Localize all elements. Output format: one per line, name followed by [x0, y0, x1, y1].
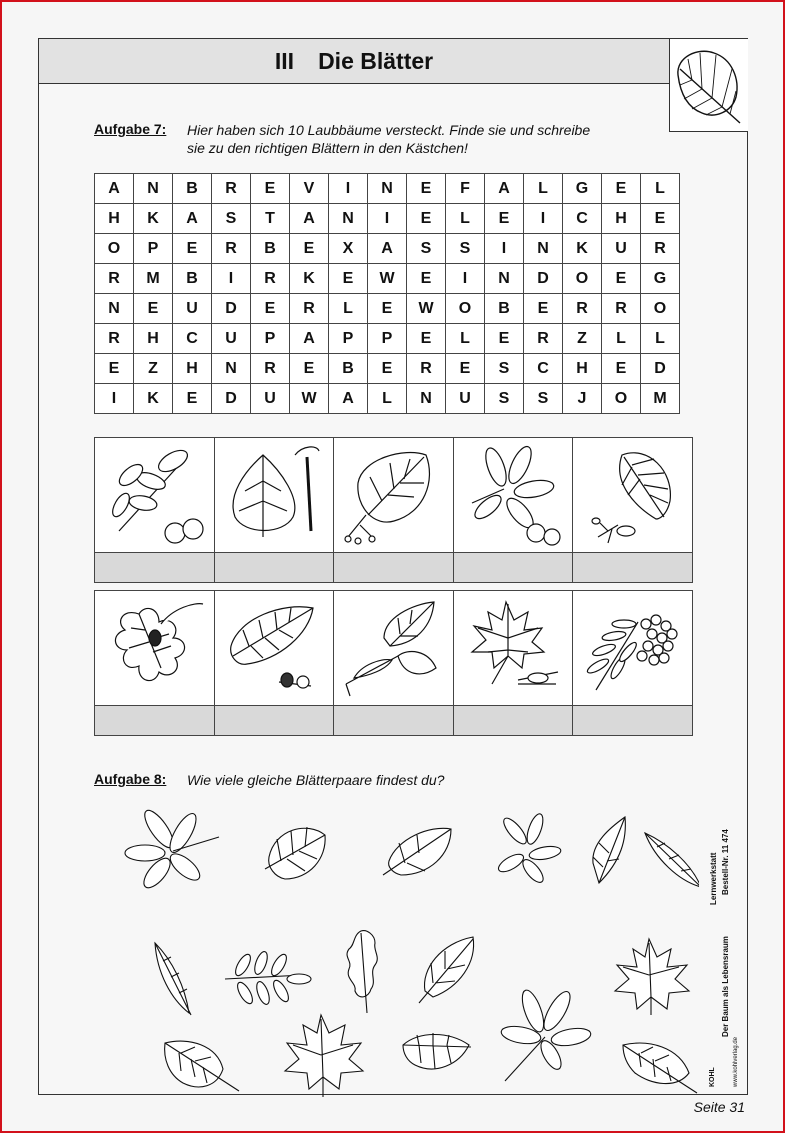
- grid-letter[interactable]: N: [407, 384, 446, 414]
- grid-letter[interactable]: U: [251, 384, 290, 414]
- birch-leaf-icon: [334, 591, 453, 705]
- grid-letter[interactable]: K: [134, 384, 173, 414]
- grid-letter[interactable]: A: [290, 324, 329, 354]
- task7-line1: Hier haben sich 10 Laubbäume versteckt. Finde sie und schreibe: [187, 122, 591, 138]
- grid-letter[interactable]: R: [212, 234, 251, 264]
- grid-letter[interactable]: L: [368, 384, 407, 414]
- birch-leaf-icon: [593, 817, 625, 883]
- grid-letter[interactable]: R: [602, 294, 641, 324]
- word-search-grid: [94, 173, 680, 414]
- grid-letter[interactable]: X: [329, 234, 368, 264]
- grid-row: [95, 204, 680, 234]
- grid-letter[interactable]: U: [212, 324, 251, 354]
- leaf-cell: [215, 438, 335, 582]
- grid-letter[interactable]: J: [563, 384, 602, 414]
- answer-box[interactable]: [454, 705, 573, 735]
- grid-letter[interactable]: B: [251, 234, 290, 264]
- leaf-cell: [95, 591, 215, 735]
- task7-line2: sie zu den richtigen Blättern in den Kästchen!: [187, 140, 468, 156]
- grid-letter[interactable]: N: [524, 234, 563, 264]
- grid-letter[interactable]: D: [212, 294, 251, 324]
- grid-row: [95, 294, 680, 324]
- linden-leaf-icon: [334, 438, 453, 552]
- grid-letter[interactable]: D: [212, 384, 251, 414]
- grid-letter[interactable]: Z: [134, 354, 173, 384]
- answer-box[interactable]: [573, 705, 692, 735]
- grid-letter[interactable]: E: [368, 294, 407, 324]
- grid-letter[interactable]: N: [134, 174, 173, 204]
- answer-box[interactable]: [454, 552, 573, 582]
- grid-letter[interactable]: C: [173, 324, 212, 354]
- grid-letter[interactable]: E: [173, 384, 212, 414]
- grid-letter[interactable]: H: [563, 354, 602, 384]
- grid-letter[interactable]: R: [95, 264, 134, 294]
- grid-letter[interactable]: T: [251, 204, 290, 234]
- chestnut-leaf-icon: [500, 988, 592, 1081]
- grid-letter[interactable]: R: [563, 294, 602, 324]
- grid-letter[interactable]: S: [485, 354, 524, 384]
- page-number: Seite 31: [693, 1099, 745, 1115]
- grid-letter[interactable]: E: [407, 204, 446, 234]
- grid-letter[interactable]: M: [641, 384, 680, 414]
- grid-letter[interactable]: W: [368, 264, 407, 294]
- grid-letter[interactable]: P: [134, 234, 173, 264]
- leaf-cell: [334, 438, 454, 582]
- grid-row: [95, 264, 680, 294]
- grid-letter[interactable]: I: [524, 204, 563, 234]
- page-title: Die Blätter: [318, 47, 434, 74]
- answer-box[interactable]: [95, 552, 214, 582]
- walnut-leaf-icon: [95, 438, 214, 552]
- publisher-url: www.kohlverlag.de: [733, 1036, 739, 1087]
- grid-row: [95, 354, 680, 384]
- grid-letter[interactable]: C: [524, 354, 563, 384]
- grid-letter[interactable]: E: [485, 204, 524, 234]
- grid-letter[interactable]: S: [446, 234, 485, 264]
- grid-letter[interactable]: R: [290, 294, 329, 324]
- grid-letter[interactable]: L: [329, 294, 368, 324]
- grid-letter[interactable]: E: [368, 354, 407, 384]
- grid-letter[interactable]: H: [95, 204, 134, 234]
- task7-label: Aufgabe 7:: [94, 121, 167, 137]
- grid-letter[interactable]: H: [134, 324, 173, 354]
- publisher-sidebar: [705, 787, 745, 1087]
- grid-letter[interactable]: I: [368, 204, 407, 234]
- grid-letter[interactable]: R: [95, 324, 134, 354]
- alder-leaf-icon: [265, 827, 325, 879]
- maple-leaf-icon: [454, 591, 573, 705]
- grid-letter[interactable]: D: [641, 354, 680, 384]
- grid-letter[interactable]: R: [251, 354, 290, 384]
- oak-leaf-icon: [95, 591, 214, 705]
- grid-letter[interactable]: I: [95, 384, 134, 414]
- linden-leaf-icon: [383, 828, 451, 875]
- grid-letter[interactable]: E: [446, 354, 485, 384]
- chestnut-leaf-icon: [125, 806, 219, 892]
- series-name: Lernwerkstatt: [709, 852, 718, 905]
- grid-letter[interactable]: U: [602, 234, 641, 264]
- leaf-pairs-area: [109, 799, 699, 1099]
- grid-letter[interactable]: P: [329, 324, 368, 354]
- grid-letter[interactable]: I: [329, 174, 368, 204]
- grid-letter[interactable]: L: [446, 324, 485, 354]
- grid-row: [95, 384, 680, 414]
- grid-letter[interactable]: E: [524, 294, 563, 324]
- grid-letter[interactable]: G: [563, 174, 602, 204]
- grid-letter[interactable]: E: [407, 324, 446, 354]
- grid-letter[interactable]: G: [641, 264, 680, 294]
- grid-letter[interactable]: E: [290, 234, 329, 264]
- grid-letter[interactable]: R: [251, 264, 290, 294]
- poplar-leaf-icon: [215, 438, 334, 552]
- grid-letter[interactable]: L: [641, 324, 680, 354]
- grid-letter[interactable]: I: [212, 264, 251, 294]
- task8-label: Aufgabe 8:: [94, 771, 167, 787]
- grid-letter[interactable]: S: [407, 234, 446, 264]
- grid-letter[interactable]: B: [173, 174, 212, 204]
- ash-leaf-icon: [225, 950, 311, 1006]
- grid-letter[interactable]: O: [563, 264, 602, 294]
- leaf-row-2: [94, 590, 693, 736]
- grid-letter[interactable]: S: [485, 384, 524, 414]
- leaf-cell: [454, 591, 574, 735]
- order-number: Bestell-Nr. 11 474: [721, 829, 730, 895]
- grid-row: [95, 174, 680, 204]
- grid-letter[interactable]: C: [563, 204, 602, 234]
- grid-letter[interactable]: B: [485, 294, 524, 324]
- answer-box[interactable]: [334, 552, 453, 582]
- grid-letter[interactable]: L: [446, 204, 485, 234]
- answer-box[interactable]: [215, 552, 334, 582]
- leaf-cell: [573, 438, 692, 582]
- grid-letter[interactable]: I: [485, 234, 524, 264]
- leaf-row-1: [94, 437, 693, 583]
- grid-letter[interactable]: L: [641, 174, 680, 204]
- grid-letter[interactable]: E: [602, 354, 641, 384]
- grid-letter[interactable]: E: [290, 354, 329, 384]
- grid-letter[interactable]: E: [173, 234, 212, 264]
- leaf-cell: [573, 591, 692, 735]
- grid-letter[interactable]: R: [212, 174, 251, 204]
- grid-letter[interactable]: K: [290, 264, 329, 294]
- oak-leaf-icon: [347, 931, 377, 1013]
- chestnut-leaf-icon: [496, 812, 562, 886]
- grid-letter[interactable]: R: [524, 324, 563, 354]
- grid-letter[interactable]: N: [95, 294, 134, 324]
- grid-letter[interactable]: D: [524, 264, 563, 294]
- willow-leaf-icon: [645, 833, 699, 889]
- answer-box[interactable]: [573, 552, 692, 582]
- grid-letter[interactable]: V: [290, 174, 329, 204]
- leaf-cell: [454, 438, 574, 582]
- willow-leaf-icon: [155, 943, 191, 1015]
- grid-letter[interactable]: B: [329, 354, 368, 384]
- grid-letter[interactable]: E: [329, 264, 368, 294]
- grid-letter[interactable]: I: [446, 264, 485, 294]
- publisher-name: KOHL: [709, 1067, 716, 1087]
- linden-leaf-icon: [419, 937, 474, 1003]
- worksheet: [38, 38, 748, 1095]
- grid-letter[interactable]: P: [251, 324, 290, 354]
- grid-letter[interactable]: E: [251, 174, 290, 204]
- grid-letter[interactable]: S: [212, 204, 251, 234]
- grid-letter[interactable]: E: [134, 294, 173, 324]
- header-leaf-icon: [669, 39, 748, 132]
- grid-letter[interactable]: E: [95, 354, 134, 384]
- grid-letter[interactable]: O: [602, 384, 641, 414]
- maple-leaf-icon: [615, 939, 689, 1015]
- grid-letter[interactable]: A: [329, 384, 368, 414]
- grid-letter[interactable]: N: [329, 204, 368, 234]
- grid-letter[interactable]: A: [290, 204, 329, 234]
- page-header: [39, 39, 669, 84]
- grid-letter[interactable]: U: [173, 294, 212, 324]
- grid-letter[interactable]: H: [173, 354, 212, 384]
- maple-leaf-icon: [285, 1015, 363, 1097]
- leaf-cell: [334, 591, 454, 735]
- alder-leaf-icon: [573, 438, 692, 552]
- grid-letter[interactable]: E: [641, 204, 680, 234]
- grid-letter[interactable]: E: [485, 324, 524, 354]
- grid-letter[interactable]: B: [173, 264, 212, 294]
- answer-box[interactable]: [215, 705, 334, 735]
- grid-letter[interactable]: R: [407, 354, 446, 384]
- answer-box[interactable]: [334, 705, 453, 735]
- beech-leaf-icon: [215, 591, 334, 705]
- leaf-cell: [215, 591, 335, 735]
- grid-letter[interactable]: A: [368, 234, 407, 264]
- task8-instruction: Wie viele gleiche Blätterpaare findest du?: [187, 772, 445, 788]
- grid-letter[interactable]: W: [407, 294, 446, 324]
- grid-letter[interactable]: K: [134, 204, 173, 234]
- grid-letter[interactable]: U: [446, 384, 485, 414]
- grid-letter[interactable]: N: [212, 354, 251, 384]
- grid-letter[interactable]: A: [95, 174, 134, 204]
- grid-letter[interactable]: S: [524, 384, 563, 414]
- grid-letter[interactable]: Z: [563, 324, 602, 354]
- grid-letter[interactable]: E: [407, 264, 446, 294]
- grid-letter[interactable]: O: [641, 294, 680, 324]
- grid-letter[interactable]: W: [290, 384, 329, 414]
- grid-letter[interactable]: L: [524, 174, 563, 204]
- grid-letter[interactable]: F: [446, 174, 485, 204]
- grid-letter[interactable]: M: [134, 264, 173, 294]
- rowan-leaf-icon: [573, 591, 692, 705]
- leaf-cell: [95, 438, 215, 582]
- chapter-number: III: [274, 47, 295, 74]
- grid-letter[interactable]: R: [641, 234, 680, 264]
- grid-letter[interactable]: N: [368, 174, 407, 204]
- grid-letter[interactable]: O: [95, 234, 134, 264]
- task7-instruction: [187, 121, 590, 157]
- beech-leaf-icon: [403, 1033, 471, 1069]
- grid-letter[interactable]: E: [602, 264, 641, 294]
- grid-letter[interactable]: H: [602, 204, 641, 234]
- grid-letter[interactable]: L: [602, 324, 641, 354]
- grid-letter[interactable]: E: [251, 294, 290, 324]
- grid-letter[interactable]: K: [563, 234, 602, 264]
- answer-box[interactable]: [95, 705, 214, 735]
- chestnut-leaf-icon: [454, 438, 573, 552]
- grid-row: [95, 324, 680, 354]
- grid-row: [95, 234, 680, 264]
- booklet-title: Der Baum als Lebensraum: [721, 936, 730, 1037]
- birch-leaf-icon: [623, 1043, 697, 1093]
- grid-letter[interactable]: E: [602, 174, 641, 204]
- grid-letter[interactable]: O: [446, 294, 485, 324]
- alder-leaf-icon: [165, 1041, 239, 1091]
- grid-letter[interactable]: A: [173, 204, 212, 234]
- grid-letter[interactable]: E: [407, 174, 446, 204]
- grid-letter[interactable]: N: [485, 264, 524, 294]
- grid-letter[interactable]: A: [485, 174, 524, 204]
- grid-letter[interactable]: P: [368, 324, 407, 354]
